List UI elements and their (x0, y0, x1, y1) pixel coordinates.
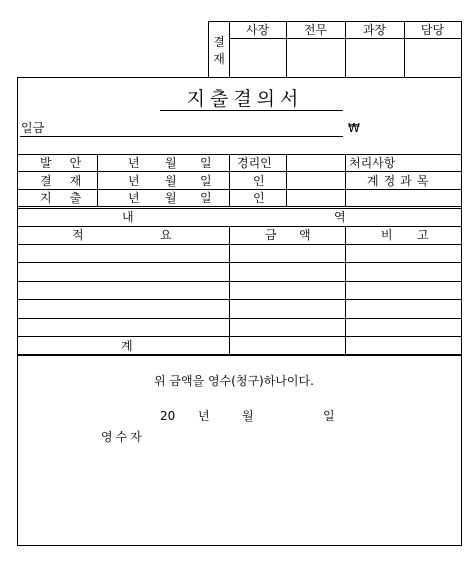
column-header-remarks-a: 비 (381, 228, 393, 242)
remarks-cell[interactable] (346, 282, 461, 299)
signature-cell-manager[interactable] (346, 39, 404, 77)
remarks-cell[interactable] (346, 319, 461, 336)
form-title: 지출결의서 (186, 88, 304, 110)
approval-col-executive: 전무 (303, 23, 328, 37)
remarks-cell[interactable] (346, 263, 461, 281)
approval-col-president: 사장 (245, 23, 270, 37)
details-header-left: 내 (122, 210, 134, 224)
description-cell[interactable] (18, 263, 229, 281)
amount-cell[interactable] (230, 263, 345, 281)
approval-seal-cell[interactable] (287, 172, 345, 189)
date-day: 일 (200, 156, 212, 170)
date-day: 일 (200, 191, 212, 205)
account-item-input[interactable] (346, 190, 461, 206)
receipt-statement: 위 금액을 영수(청구)하나이다. (154, 374, 314, 388)
description-cell[interactable] (18, 319, 229, 336)
date-month: 월 (165, 156, 177, 170)
date-year: 년 (128, 174, 140, 188)
signature-cell-executive[interactable] (287, 39, 345, 77)
account-item-label: 계정과목 (367, 174, 434, 188)
row-label-expenditure: 지출 (40, 191, 100, 205)
signature-cell-staff[interactable] (405, 39, 461, 77)
signature-cell-president[interactable] (230, 39, 286, 77)
amount-cell[interactable] (230, 245, 345, 262)
row-label-approval: 결재 (40, 174, 100, 188)
accountant-label: 경리인 (237, 156, 272, 170)
recipient-label: 영수자 (101, 430, 145, 444)
date-month: 월 (165, 191, 177, 205)
approval-side-label: 결재 (213, 35, 225, 66)
seal-label: 인 (253, 174, 265, 188)
remarks-cell[interactable] (346, 245, 461, 262)
date-month-label: 월 (242, 409, 254, 423)
amount-cell[interactable] (230, 319, 345, 336)
total-amount-cell[interactable] (230, 337, 345, 354)
accountant-seal-cell[interactable] (287, 155, 345, 171)
amount-input[interactable] (52, 120, 342, 136)
date-year-prefix: 20 (160, 409, 176, 423)
total-remarks-cell[interactable] (346, 337, 461, 354)
won-symbol: ₩ (348, 121, 360, 135)
expenditure-seal-cell[interactable] (287, 190, 345, 206)
row-label-proposal: 발안 (40, 156, 100, 170)
description-cell[interactable] (18, 300, 229, 318)
processing-notes-label: 처리사항 (349, 156, 396, 170)
total-label: 계 (121, 339, 133, 353)
date-month: 월 (165, 174, 177, 188)
column-header-amount-a: 금 (265, 228, 277, 242)
amount-cell[interactable] (230, 282, 345, 299)
amount-label: 일금 (21, 121, 45, 135)
details-header-right: 역 (334, 210, 346, 224)
date-day: 일 (200, 174, 212, 188)
date-day-label: 일 (323, 409, 335, 423)
description-cell[interactable] (18, 282, 229, 299)
seal-label: 인 (253, 191, 265, 205)
column-header-amount-b: 액 (299, 228, 311, 242)
approval-col-staff: 담당 (420, 23, 445, 37)
amount-cell[interactable] (230, 300, 345, 318)
date-year-label: 년 (198, 409, 210, 423)
column-header-description-b: 요 (160, 228, 172, 242)
remarks-cell[interactable] (346, 300, 461, 318)
date-year: 년 (128, 156, 140, 170)
description-cell[interactable] (18, 245, 229, 262)
recipient-signature-field[interactable] (150, 428, 330, 446)
column-header-description-a: 적 (72, 228, 84, 242)
date-year: 년 (128, 191, 140, 205)
column-header-remarks-b: 고 (417, 228, 429, 242)
approval-col-manager: 과장 (362, 23, 387, 37)
